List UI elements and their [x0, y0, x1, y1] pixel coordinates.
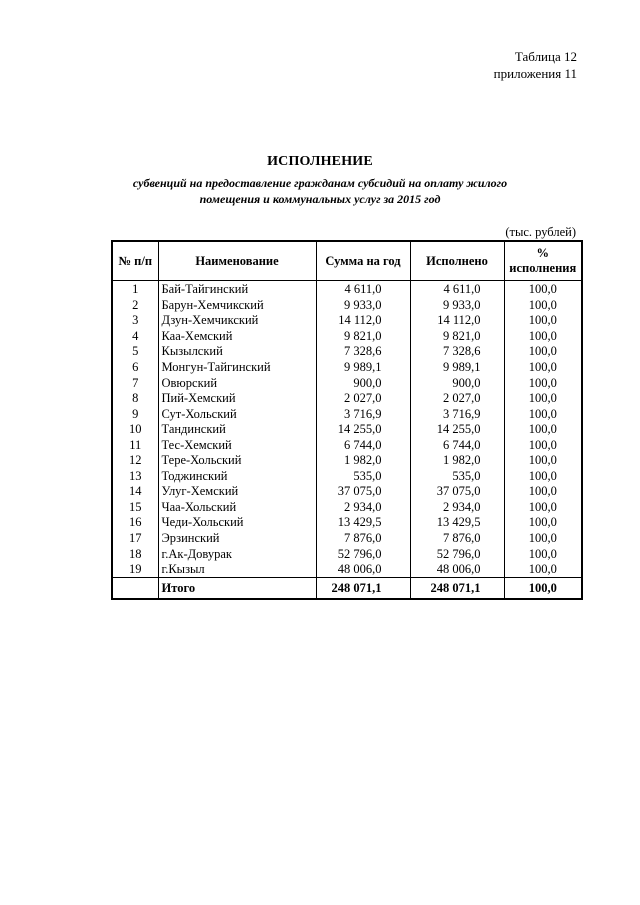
- row-percent: 100,0: [504, 360, 582, 376]
- row-plan-amount: 900,0: [316, 375, 410, 391]
- annex-reference: приложения 11: [493, 66, 577, 81]
- col-header-number: № п/п: [112, 241, 158, 281]
- row-executed-amount: 9 933,0: [410, 298, 504, 314]
- col-header-plan: Сумма на год: [316, 241, 410, 281]
- table-row: [112, 298, 582, 314]
- row-percent: 100,0: [504, 298, 582, 314]
- total-percent: 100,0: [504, 578, 582, 600]
- row-number: 5: [112, 344, 158, 360]
- row-executed-amount: 52 796,0: [410, 546, 504, 562]
- row-percent: 100,0: [504, 422, 582, 438]
- row-percent: 100,0: [504, 375, 582, 391]
- row-percent: 100,0: [504, 344, 582, 360]
- row-plan-amount: 13 429,5: [316, 515, 410, 531]
- row-name: Тере-Хольский: [158, 453, 316, 469]
- row-executed-amount: 48 006,0: [410, 562, 504, 578]
- row-plan-amount: 14 255,0: [316, 422, 410, 438]
- table-row: [112, 437, 582, 453]
- row-number: 19: [112, 562, 158, 578]
- row-plan-amount: 1 982,0: [316, 453, 410, 469]
- row-percent: 100,0: [504, 391, 582, 407]
- table-row: [112, 360, 582, 376]
- row-executed-amount: 2 934,0: [410, 500, 504, 516]
- row-plan-amount: 2 934,0: [316, 500, 410, 516]
- row-executed-amount: 900,0: [410, 375, 504, 391]
- row-executed-amount: 14 112,0: [410, 313, 504, 329]
- row-plan-amount: 2 027,0: [316, 391, 410, 407]
- row-percent: 100,0: [504, 469, 582, 485]
- row-number: 16: [112, 515, 158, 531]
- row-name: Сут-Хольский: [158, 406, 316, 422]
- table-row: [112, 344, 582, 360]
- row-plan-amount: 52 796,0: [316, 546, 410, 562]
- row-executed-amount: 1 982,0: [410, 453, 504, 469]
- row-name: Пий-Хемский: [158, 391, 316, 407]
- row-percent: 100,0: [504, 515, 582, 531]
- row-plan-amount: 48 006,0: [316, 562, 410, 578]
- table-row: [112, 546, 582, 562]
- row-name: Дзун-Хемчикский: [158, 313, 316, 329]
- document-subtitle: субвенций на предоставление гражданам субсидий на оплату жилого помещения и коммунальных услуг за 2015 год: [132, 176, 508, 206]
- row-executed-amount: 535,0: [410, 469, 504, 485]
- row-executed-amount: 2 027,0: [410, 391, 504, 407]
- row-number: 7: [112, 375, 158, 391]
- col-header-percent: % исполнения: [504, 241, 582, 281]
- table-row: [112, 313, 582, 329]
- table-row: [112, 406, 582, 422]
- table-reference: Таблица 12: [514, 49, 577, 64]
- table-row: [112, 469, 582, 485]
- row-percent: 100,0: [504, 500, 582, 516]
- row-number: 18: [112, 546, 158, 562]
- row-plan-amount: 9 933,0: [316, 298, 410, 314]
- row-number: 8: [112, 391, 158, 407]
- row-name: Чаа-Хольский: [158, 500, 316, 516]
- total-executed-amount: 248 071,1: [410, 578, 504, 600]
- row-percent: 100,0: [504, 546, 582, 562]
- table-row: [112, 422, 582, 438]
- row-name: Барун-Хемчикский: [158, 298, 316, 314]
- table-row: [112, 515, 582, 531]
- row-percent: 100,0: [504, 437, 582, 453]
- row-executed-amount: 4 611,0: [410, 281, 504, 298]
- row-percent: 100,0: [504, 453, 582, 469]
- row-executed-amount: 37 075,0: [410, 484, 504, 500]
- row-executed-amount: 6 744,0: [410, 437, 504, 453]
- table-body: [112, 281, 582, 600]
- row-name: Эрзинский: [158, 531, 316, 547]
- row-plan-amount: 37 075,0: [316, 484, 410, 500]
- row-plan-amount: 7 876,0: [316, 531, 410, 547]
- row-number: 17: [112, 531, 158, 547]
- row-name: Бай-Тайгинский: [158, 281, 316, 298]
- row-number: 12: [112, 453, 158, 469]
- table-row: [112, 500, 582, 516]
- document-title: ИСПОЛНЕНИЕ: [267, 154, 373, 169]
- row-name: Улуг-Хемский: [158, 484, 316, 500]
- row-number: 14: [112, 484, 158, 500]
- row-percent: 100,0: [504, 562, 582, 578]
- table-row: [112, 375, 582, 391]
- col-header-name: Наименование: [158, 241, 316, 281]
- col-header-executed: Исполнено: [410, 241, 504, 281]
- row-name: г.Ак-Довурак: [158, 546, 316, 562]
- row-percent: 100,0: [504, 329, 582, 345]
- row-percent: 100,0: [504, 313, 582, 329]
- row-executed-amount: 7 328,6: [410, 344, 504, 360]
- row-plan-amount: 6 744,0: [316, 437, 410, 453]
- row-executed-amount: 13 429,5: [410, 515, 504, 531]
- row-plan-amount: 14 112,0: [316, 313, 410, 329]
- row-number: 4: [112, 329, 158, 345]
- execution-table: [111, 240, 583, 600]
- row-executed-amount: 9 989,1: [410, 360, 504, 376]
- row-plan-amount: 535,0: [316, 469, 410, 485]
- table-row: [112, 281, 582, 298]
- total-number: [112, 578, 158, 600]
- row-name: Чеди-Хольский: [158, 515, 316, 531]
- row-name: Монгун-Тайгинский: [158, 360, 316, 376]
- row-plan-amount: 9 989,1: [316, 360, 410, 376]
- row-name: г.Кызыл: [158, 562, 316, 578]
- total-plan-amount: 248 071,1: [316, 578, 410, 600]
- table-row: [112, 484, 582, 500]
- row-number: 13: [112, 469, 158, 485]
- units-note: (тыс. рублей): [505, 225, 576, 239]
- row-percent: 100,0: [504, 531, 582, 547]
- table-row: [112, 531, 582, 547]
- row-number: 6: [112, 360, 158, 376]
- row-number: 9: [112, 406, 158, 422]
- row-name: Тес-Хемский: [158, 437, 316, 453]
- row-executed-amount: 9 821,0: [410, 329, 504, 345]
- row-number: 11: [112, 437, 158, 453]
- row-plan-amount: 7 328,6: [316, 344, 410, 360]
- row-name: Тоджинский: [158, 469, 316, 485]
- table-row: [112, 453, 582, 469]
- total-name: Итого: [158, 578, 316, 600]
- table-row: [112, 562, 582, 578]
- table-header-row: [112, 241, 582, 281]
- row-plan-amount: 9 821,0: [316, 329, 410, 345]
- row-number: 3: [112, 313, 158, 329]
- row-percent: 100,0: [504, 406, 582, 422]
- table-total-row: [112, 578, 582, 600]
- row-name: Овюрский: [158, 375, 316, 391]
- row-executed-amount: 7 876,0: [410, 531, 504, 547]
- table-row: [112, 391, 582, 407]
- row-number: 2: [112, 298, 158, 314]
- row-percent: 100,0: [504, 484, 582, 500]
- row-number: 10: [112, 422, 158, 438]
- row-number: 1: [112, 281, 158, 298]
- row-plan-amount: 3 716,9: [316, 406, 410, 422]
- row-plan-amount: 4 611,0: [316, 281, 410, 298]
- row-percent: 100,0: [504, 281, 582, 298]
- row-number: 15: [112, 500, 158, 516]
- row-executed-amount: 14 255,0: [410, 422, 504, 438]
- row-name: Кызылский: [158, 344, 316, 360]
- row-name: Каа-Хемский: [158, 329, 316, 345]
- row-name: Тандинский: [158, 422, 316, 438]
- row-executed-amount: 3 716,9: [410, 406, 504, 422]
- table-row: [112, 329, 582, 345]
